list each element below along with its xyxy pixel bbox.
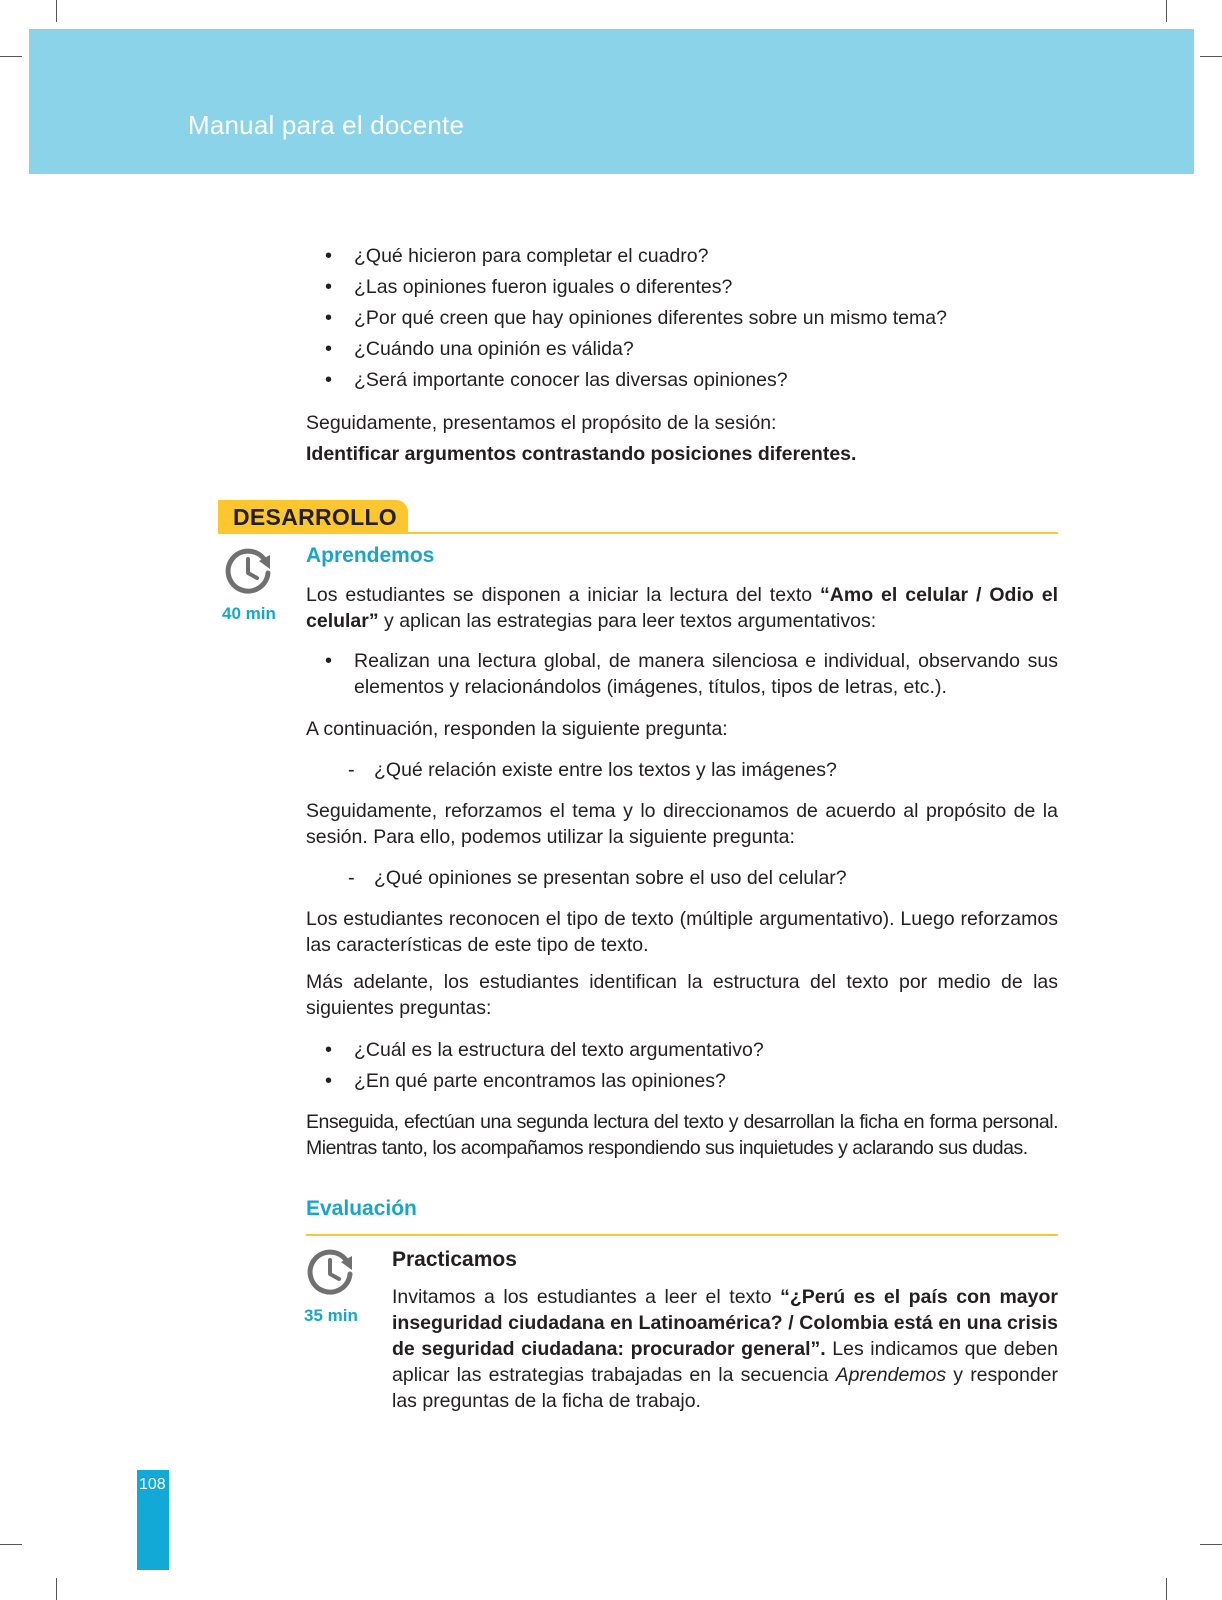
crop-mark	[1166, 0, 1167, 22]
subheading-aprendemos: Aprendemos	[306, 544, 435, 567]
time-label: 35 min	[304, 1306, 358, 1325]
section-title-desarrollo: DESARROLLO	[233, 504, 397, 530]
subheading-practicamos: Practicamos	[392, 1248, 517, 1271]
time-label: 40 min	[222, 604, 276, 623]
session-purpose	[306, 408, 1058, 470]
list-item: • ¿Cuál es la estructura del texto argumentativo?	[306, 1035, 1058, 1066]
intro-questions	[306, 241, 1058, 396]
list-item: • ¿Cuándo una opinión es válida?	[306, 334, 1058, 365]
list-item: • ¿Qué hicieron para completar el cuadro?	[306, 241, 1058, 272]
list-item: • ¿En qué parte encontramos las opiniones?	[306, 1066, 1058, 1097]
section-rule	[218, 532, 1058, 534]
paragraph: Enseguida, efectúan una segunda lectura del texto y desarrollan la ficha en forma personal. Mientras tanto, los acompañamos respondiendo sus inquietudes y aclarando sus dudas.	[306, 1111, 1058, 1159]
header-band	[29, 29, 1194, 174]
paragraph: Los estudiantes reconocen el tipo de texto (múltiple argumentativo). Luego reforzamos las características de este tipo de texto.	[306, 908, 1058, 956]
list-item: - ¿Qué relación existe entre los textos y las imágenes?	[306, 757, 1058, 783]
section-rule	[306, 1234, 1058, 1236]
crop-mark	[1200, 1544, 1222, 1545]
crop-mark	[0, 1544, 22, 1545]
paragraph: Seguidamente, reforzamos el tema y lo direccionamos de acuerdo al propósito de la sesión. Para ello, podemos utilizar la siguiente pregunta:	[306, 800, 1058, 848]
heading-evaluacion: Evaluación	[306, 1197, 417, 1220]
list-item: • ¿Será importante conocer las diversas opiniones?	[306, 365, 1058, 396]
page-number: 108	[139, 1476, 166, 1493]
crop-mark	[0, 56, 22, 57]
desarrollo-body	[306, 582, 1058, 1161]
purpose-lead: Seguidamente, presentamos el propósito de la sesión:	[306, 412, 777, 434]
list-item: • ¿Por qué creen que hay opiniones diferentes sobre un mismo tema?	[306, 303, 1058, 334]
purpose-statement: Identificar argumentos contrastando posiciones diferentes.	[306, 443, 857, 465]
list-item: - ¿Qué opiniones se presentan sobre el uso del celular?	[306, 865, 1058, 891]
paragraph: Más adelante, los estudiantes identifican la estructura del texto por medio de las siguientes preguntas:	[306, 971, 1058, 1019]
paragraph: A continuación, responden la siguiente pregunta:	[306, 718, 728, 740]
crop-mark	[1166, 1578, 1167, 1600]
crop-mark	[1200, 56, 1222, 57]
list-item: • ¿Las opiniones fueron iguales o diferentes?	[306, 272, 1058, 303]
list-item: • Realizan una lectura global, de manera silenciosa e individual, observando sus elementos y relacionándolos (imágenes, títulos, tipos de letras, etc.).	[306, 648, 1058, 700]
crop-mark	[56, 0, 57, 22]
clock-icon	[224, 547, 274, 595]
clock-icon	[306, 1248, 356, 1296]
page-header-title: Manual para el docente	[188, 110, 465, 140]
paragraph: Los estudiantes se disponen a iniciar la lectura del texto “Amo el celular / Odio el celular” y aplican las estrategias para leer textos argumentativos:	[306, 584, 1058, 632]
crop-mark	[56, 1578, 57, 1600]
paragraph: Invitamos a los estudiantes a leer el texto “¿Perú es el país con mayor inseguridad ciudadana en Latinoamérica? / Colombia está en una crisis de seguridad ciudadana: procurador general”. Les indicamos que deben aplicar las estrategias trabajadas en la secuencia Aprendemos y responder las preguntas de la ficha de trabajo.	[392, 1286, 1058, 1412]
evaluacion-body	[392, 1284, 1058, 1414]
